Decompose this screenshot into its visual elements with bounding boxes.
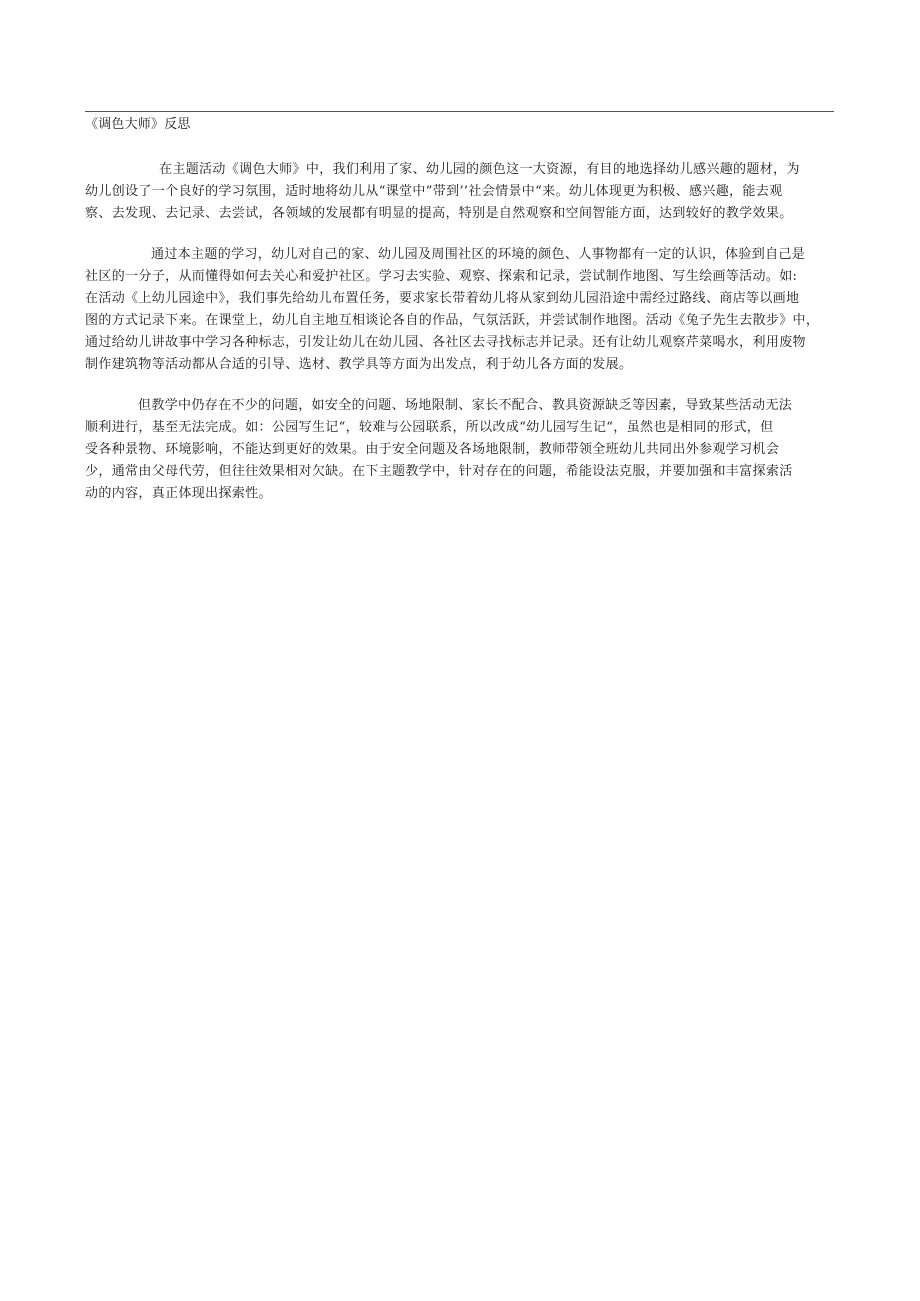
paragraph-line: 察、去发现、去记录、去尝试，各领域的发展都有明显的提高，特别是自然观察和空间智能方面，达到较好的教学效果。: [85, 206, 793, 221]
header-rule: [85, 111, 834, 112]
paragraph-line: 顺利进行，基至无法完成。如：公园写生记“，较难与公园联系，所以改成“幼儿园写生记“，虽然也是相同的形式，但: [85, 420, 774, 435]
document-title: 《调色大师》反思: [85, 117, 191, 132]
paragraph-line: 通过本主题的学习，幼儿对自己的家、幼儿园及周围社区的环境的颜色、人事物都有一定的认识，体验到自己是: [151, 247, 806, 262]
paragraph-learning: [85, 244, 835, 376]
paragraph-line: 受各种景物、环境影响，不能达到更好的效果。由于安全问题及各场地限制，教师带领全班幼儿共同出外参观学习机会: [85, 442, 780, 457]
paragraph-line: 在主题活动《调色大师》中，我们利用了家、幼儿园的颜色这一大资源，有目的地选择幼儿感兴趣的题材，为: [159, 162, 800, 177]
paragraph-line: 动的内容，真正体现出探索性。: [85, 486, 272, 501]
paragraph-intro: [85, 159, 835, 225]
paragraph-line: 社区的一分子，从而懂得如何去关心和爱护社区。学习去实验、观察、探索和记录，尝试制作地图、写生绘画等活动。如:: [85, 269, 798, 284]
paragraph-line: 少，通常由父母代劳，但往往效果相对欠缺。在下主题教学中，针对存在的问题，希能设法克服，并要加强和丰富探索活: [85, 464, 793, 479]
paragraph-problems: [85, 395, 835, 505]
paragraph-line: 图的方式记录下来。在课堂上，幼儿自主地互相谈论各自的作品，气氛活跃，并尝试制作地图。活动《兔子先生去散步》中，: [85, 313, 820, 328]
paragraph-line: 通过给幼儿讲故事中学习各种标志，引发让幼儿在幼儿园、各社区去寻找标志并记录。还有让幼儿观察芹菜喝水，利用废物: [85, 335, 806, 350]
paragraph-line: 制作建筑物等活动都从合适的引导、选材、教学具等方面为出发点，利于幼儿各方面的发展。: [85, 357, 633, 372]
paragraph-line: 但教学中仍存在不少的问题，如安全的问题、场地限制、家长不配合、教具资源缺乏等因素，导致某些活动无法: [138, 398, 793, 413]
paragraph-line: 幼儿创设了一个良好的学习氛围，适时地将幼儿从“课堂中”带到’’社会情景中“来。幼儿体现更为积极、感兴趣，能去观: [85, 184, 783, 199]
paragraph-line: 在活动《上幼儿园途中》，我们事先给幼儿布置任务，要求家长带着幼儿将从家到幼儿园沿途中需经过路线、商店等以画地: [85, 291, 800, 306]
